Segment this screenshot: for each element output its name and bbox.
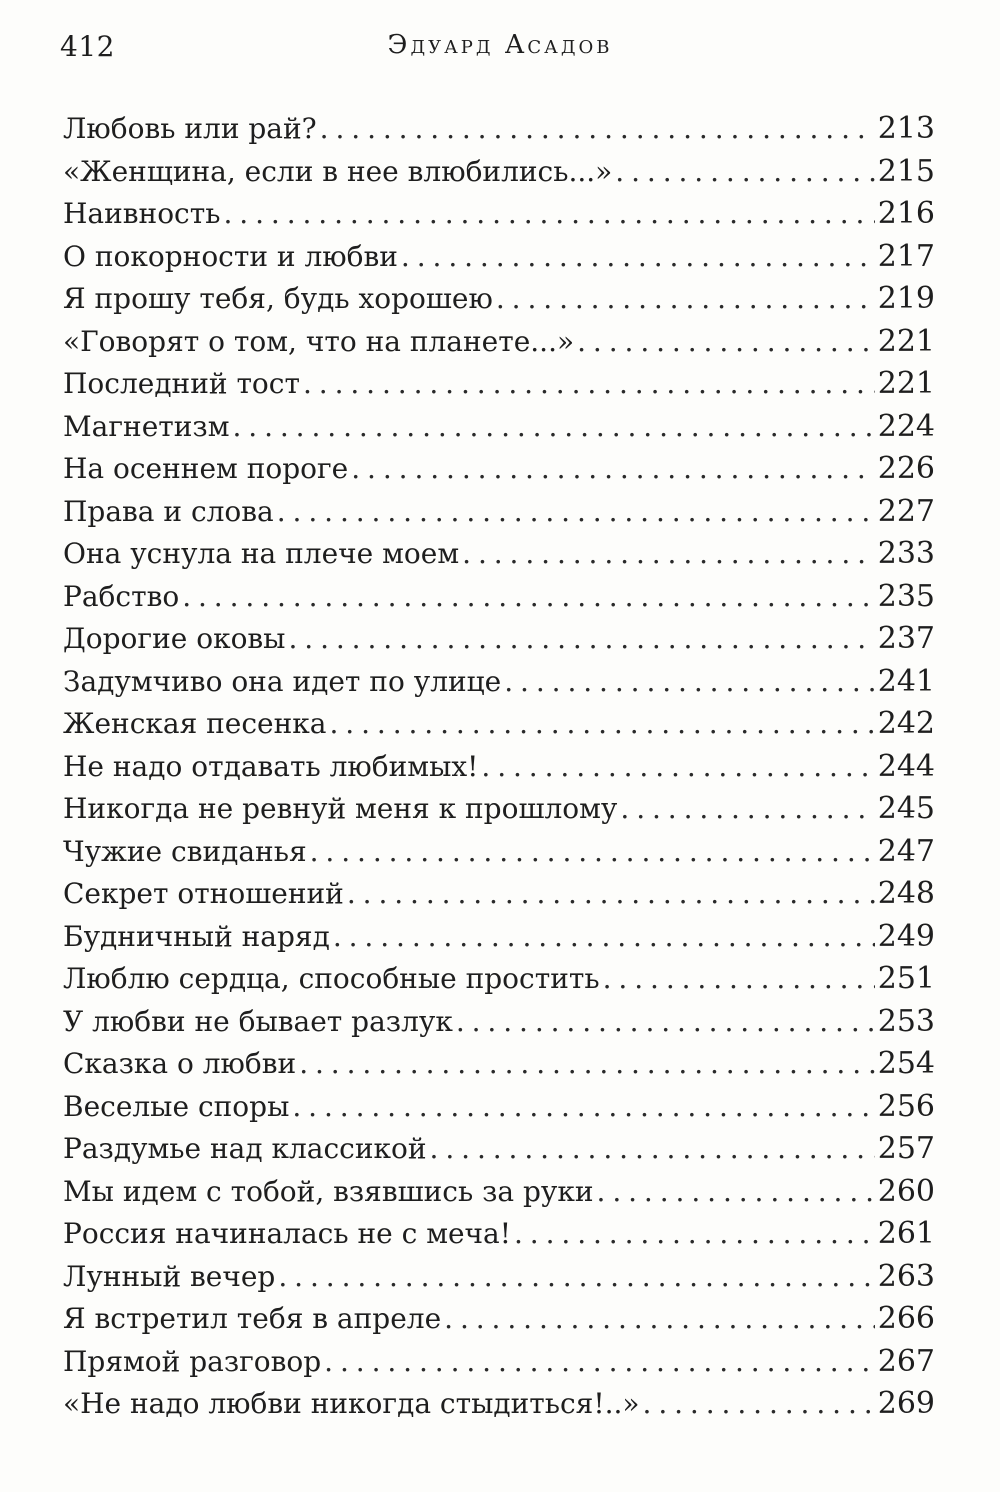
toc-entry-page-number: 251	[877, 961, 935, 996]
dot-leader	[299, 1043, 875, 1086]
dot-leader	[182, 576, 875, 619]
toc-entry-title: Люблю сердца, способные простить	[63, 962, 600, 995]
toc-entry-title: Дорогие оковы	[63, 622, 286, 655]
toc-entry	[63, 746, 935, 789]
toc-entry-page-number: 215	[877, 153, 935, 189]
toc-entry	[63, 958, 935, 1001]
toc-entry-title: Чужие свиданья	[63, 834, 307, 868]
dot-leader	[462, 533, 875, 576]
toc-entry-title: Наивность	[63, 197, 221, 230]
toc-entry-title: Я встретил тебя в апреле	[63, 1302, 442, 1335]
toc-entry-title: «Говорят о том, что на планете...»	[63, 324, 575, 358]
toc-entry	[63, 831, 935, 874]
dot-leader	[329, 703, 874, 746]
toc-entry	[63, 363, 935, 406]
toc-entry-title: Веселые споры	[63, 1089, 290, 1123]
dot-leader	[232, 406, 874, 449]
toc-entry-page-number: 269	[877, 1386, 935, 1421]
toc-entry	[63, 193, 935, 236]
dot-leader	[292, 1086, 874, 1129]
toc-entry-page-number: 260	[877, 1173, 935, 1209]
toc-entry	[63, 533, 935, 576]
dot-leader	[456, 1001, 875, 1044]
toc-entry-title: Никогда не ревнуй меня к прошлому	[63, 792, 618, 825]
toc-entry-title: Не надо отдавать любимых!	[63, 749, 479, 783]
toc-entry-title: Мы идем с тобой, взявшись за руки	[63, 1174, 594, 1208]
toc-entry-page-number: 221	[877, 323, 935, 359]
toc-entry-page-number: 217	[877, 238, 935, 274]
dot-leader	[310, 831, 875, 874]
toc-entry-page-number: 235	[877, 578, 935, 614]
toc-entry-page-number: 242	[877, 706, 935, 741]
toc-entry	[63, 1341, 935, 1384]
dot-leader	[481, 746, 874, 789]
table-of-contents	[63, 108, 935, 1426]
dot-leader	[444, 1298, 875, 1341]
toc-entry	[63, 916, 935, 959]
dot-leader	[288, 618, 874, 661]
toc-entry	[63, 448, 935, 491]
toc-entry-page-number: 249	[877, 918, 935, 954]
toc-entry-page-number: 226	[877, 451, 935, 486]
dot-leader	[320, 108, 875, 151]
toc-entry-page-number: 266	[877, 1301, 935, 1336]
toc-entry-page-number: 257	[877, 1131, 935, 1166]
toc-entry-page-number: 244	[877, 748, 935, 784]
toc-entry-title: Рабство	[63, 579, 180, 613]
toc-entry-page-number: 227	[877, 493, 935, 529]
toc-entry-page-number: 221	[877, 366, 935, 401]
running-head	[60, 30, 940, 74]
toc-entry-page-number: 224	[877, 408, 935, 444]
toc-entry-title: Магнетизм	[63, 409, 230, 443]
toc-entry-page-number: 248	[877, 876, 935, 911]
toc-entry-page-number: 263	[877, 1258, 935, 1294]
dot-leader	[333, 916, 875, 959]
toc-entry-page-number: 267	[877, 1343, 935, 1379]
author-name: Эдуард Асадов	[387, 30, 613, 60]
toc-entry-title: Женская песенка	[63, 707, 327, 740]
toc-entry-title: Любовь или рай?	[63, 112, 317, 145]
toc-entry	[63, 661, 935, 704]
dot-leader	[303, 363, 875, 406]
toc-entry-title: Лунный вечер	[63, 1259, 276, 1293]
toc-entry	[63, 873, 935, 916]
toc-entry-page-number: 233	[877, 536, 935, 571]
toc-entry	[63, 108, 935, 151]
page-number: 412	[60, 30, 115, 63]
toc-entry	[63, 1043, 935, 1086]
toc-entry-page-number: 254	[877, 1046, 935, 1081]
dot-leader	[643, 1383, 875, 1426]
dot-leader	[277, 491, 875, 534]
toc-entry	[63, 1001, 935, 1044]
dot-leader	[401, 236, 875, 279]
toc-entry-page-number: 216	[877, 196, 935, 231]
toc-entry-page-number: 237	[877, 621, 935, 656]
toc-entry	[63, 788, 935, 831]
toc-entry	[63, 1171, 935, 1214]
toc-entry-title: Россия начиналась не с меча!	[63, 1217, 511, 1250]
toc-entry-page-number: 213	[877, 111, 935, 146]
toc-entry	[63, 1128, 935, 1171]
toc-entry	[63, 1298, 935, 1341]
toc-entry	[63, 1383, 935, 1426]
dot-leader	[324, 1341, 875, 1384]
toc-entry-title: Секрет отношений	[63, 877, 344, 910]
toc-entry-title: Сказка о любви	[63, 1047, 297, 1080]
toc-entry-title: Будничный наряд	[63, 919, 330, 953]
toc-entry	[63, 151, 935, 194]
toc-entry-title: «Не надо любви никогда стыдиться!..»	[63, 1387, 640, 1420]
dot-leader	[620, 788, 874, 831]
toc-entry-page-number: 261	[877, 1216, 935, 1251]
dot-leader	[351, 448, 874, 491]
dot-leader	[615, 151, 874, 194]
toc-entry	[63, 1213, 935, 1256]
toc-entry-title: О покорности и любви	[63, 239, 398, 273]
toc-entry-page-number: 253	[877, 1003, 935, 1039]
toc-entry-title: Раздумье над классикой	[63, 1132, 427, 1165]
dot-leader	[603, 958, 875, 1001]
toc-entry	[63, 491, 935, 534]
dot-leader	[430, 1128, 875, 1171]
dot-leader	[223, 193, 874, 236]
toc-entry-title: У любви не бывает разлук	[63, 1004, 453, 1038]
dot-leader	[597, 1171, 875, 1214]
toc-entry	[63, 618, 935, 661]
toc-entry-page-number: 245	[877, 791, 935, 826]
toc-entry	[63, 576, 935, 619]
toc-entry-title: Права и слова	[63, 494, 274, 528]
dot-leader	[514, 1213, 875, 1256]
toc-entry-title: Прямой разговор	[63, 1344, 322, 1378]
toc-entry	[63, 1256, 935, 1299]
dot-leader	[496, 278, 875, 321]
dot-leader	[278, 1256, 874, 1299]
toc-entry-page-number: 219	[877, 281, 935, 316]
toc-entry	[63, 406, 935, 449]
toc-entry-title: «Женщина, если в нее влюбились...»	[63, 154, 613, 188]
toc-entry	[63, 278, 935, 321]
toc-entry	[63, 703, 935, 746]
toc-entry	[63, 321, 935, 364]
toc-entry-page-number: 241	[877, 663, 935, 699]
toc-entry-title: Последний тост	[63, 367, 300, 400]
toc-entry-page-number: 247	[877, 833, 935, 869]
toc-entry-title: Задумчиво она идет по улице	[63, 664, 502, 698]
dot-leader	[504, 661, 875, 704]
toc-entry	[63, 1086, 935, 1129]
dot-leader	[577, 321, 875, 364]
toc-entry-title: На осеннем пороге	[63, 452, 349, 485]
toc-entry-page-number: 256	[877, 1088, 935, 1124]
dot-leader	[347, 873, 875, 916]
toc-entry	[63, 236, 935, 279]
toc-entry-title: Я прошу тебя, будь хорошею	[63, 282, 493, 315]
toc-entry-title: Она уснула на плече моем	[63, 537, 460, 570]
